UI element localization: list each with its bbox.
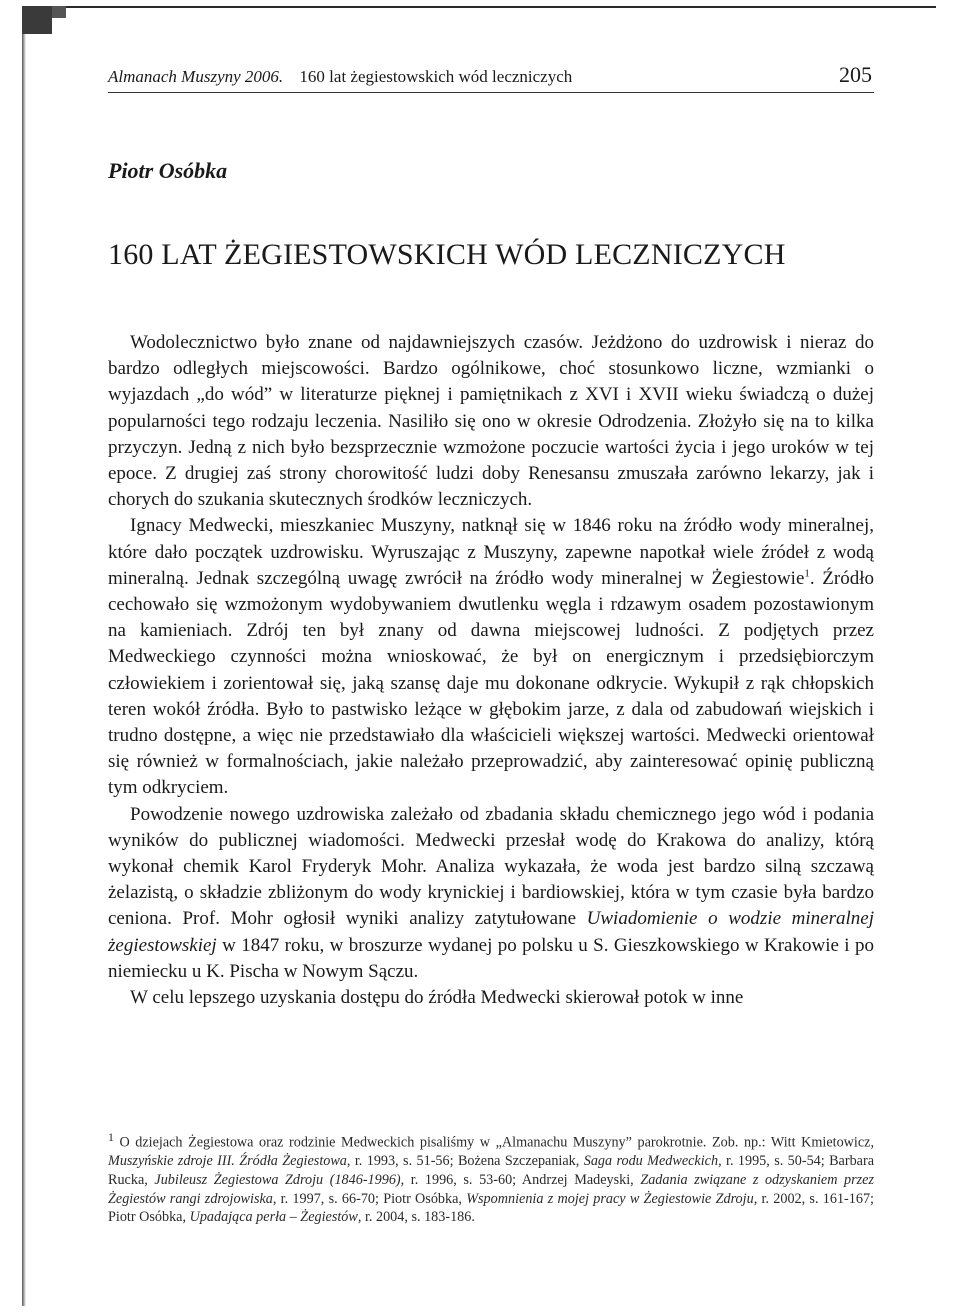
- scan-corner-mark-small: [52, 6, 66, 18]
- paragraph-2-text-b: . Źródło cechowało się wzmożonym wydobywaniem dwutlenku węgla i rdzawym osadem pozostawionym na kamieniach. Zdrój ten był znany od dawna miejscowej ludności. Z podjętych przez Medweckiego czynności można wnioskować, że był on energicznym i przedsiębiorczym człowiekiem i zorientował się, jaką szansę daje mu dokonane odkrycie. Wykupił z rąk chłopskich teren wokół źródła. Było to pastwisko leżące w głębokim jarze, z dala od zabudowań wiejskich i trudno dostępne, a więc nie przedstawiało dla właścicieli większej wartości. Medwecki orientował się również w formalnościach, jakie należało przeprowadzić, aby zainteresować opinię publiczną tym odkryciem.: [108, 567, 875, 799]
- paragraph-4: [108, 985, 874, 1011]
- journal-name: Almanach Muszyny 2006.: [108, 67, 284, 86]
- footnote-text-5: , r. 1997, s. 66-70; Piotr Osóbka,: [272, 1190, 467, 1207]
- paragraph-2: [108, 513, 874, 801]
- paragraph-3: [108, 802, 874, 985]
- footnote-italic-6: Upadająca perła – Żegiestów: [189, 1209, 358, 1226]
- footnote-text-3: , r. 1995, s. 50-54; Barbara Rucka,: [108, 1153, 874, 1188]
- scan-edge-left: [22, 6, 26, 1306]
- page-number: 205: [839, 62, 872, 87]
- running-header: [108, 62, 874, 93]
- paragraph-3-italic-title: Uwiadomienie o wodzie mineralnej żegiestowskiej: [108, 908, 874, 956]
- paragraph-4-text: W celu lepszego uzyskania dostępu do źródła Medwecki skierował potok w inne: [130, 987, 744, 1009]
- footnote-italic-3: Jubileusz Żegiestowa Zdroju (1846-1996): [154, 1171, 401, 1188]
- scan-corner-mark: [22, 6, 52, 34]
- article-author: Piotr Osóbka: [108, 158, 228, 183]
- footnote-text-2: , r. 1993, s. 51-56; Bożena Szczepaniak,: [346, 1153, 584, 1170]
- footnote-text-4: , r. 1996, s. 53-60; Andrzej Madeyski,: [400, 1171, 641, 1188]
- footnote-reference[interactable]: 1: [804, 567, 810, 580]
- paragraph-2-text-a: Ignacy Medwecki, mieszkaniec Muszyny, natknął się w 1846 roku na źródło wody mineralnej, które dało początek uzdrowisku. Wyruszając z Muszyny, zapewne napotkał wiele źródeł z wodą mineralną. Jednak szczególną uwagę zwrócił na źródło wody mineralnej w Żegiestowie: [108, 515, 874, 589]
- scan-edge-top: [22, 6, 936, 8]
- article-title: 160 LAT ŻEGIESTOWSKICH WÓD LECZNICZYCH: [108, 238, 786, 271]
- footnote-italic-5: Wspomnienia z mojej pracy w Żegiestowie Zdroju: [466, 1190, 754, 1207]
- paragraph-3-text-b: w 1847 roku, w broszurze wydanej po polsku u S. Gieszkowskiego w Krakowie i po niemiecku u K. Pischa w Nowym Sączu.: [108, 934, 874, 982]
- running-title: 160 lat żegiestowskich wód leczniczych: [299, 67, 573, 86]
- footnote: [108, 1128, 874, 1227]
- paragraph-3-text-a: Powodzenie nowego uzdrowiska zależało od zbadania składu chemicznego jego wód i podania wyników do publicznej wiadomości. Medwecki przesłał wodę do Krakowa do analizy, którą wykonał chemik Karol Fryderyk Mohr. Analiza wykazała, że woda jest bardzo silną szczawą żelazistą, o składzie zbliżonym do wody krynickiej i bardiowskiej, która w tym czasie była bardzo ceniona. Prof. Mohr ogłosił wyniki analizy zatytułowane: [108, 803, 874, 930]
- paragraph-1: [108, 330, 874, 513]
- footnote-italic-1: Muszyńskie zdroje III. Źródła Żegiestowa: [108, 1153, 347, 1170]
- footnote-text-7: , r. 2004, s. 183-186.: [357, 1209, 475, 1226]
- article-body: [108, 330, 874, 1011]
- footnote-mark: 1: [108, 1130, 114, 1144]
- footnote-text-6: , r. 2002, s. 161-167; Piotr Osóbka,: [108, 1190, 874, 1226]
- footnote-italic-2: Saga rodu Medweckich: [583, 1153, 719, 1170]
- paragraph-1-text: Wodolecznictwo było znane od najdawniejszych czasów. Jeżdżono do uzdrowisk i nieraz do bardzo odległych miejscowości. Bardzo ogólnikowe, choć stosunkowo liczne, wzmianki o wyjazdach „do wód” w literaturze pięknej i pamiętnikach z XVI i XVII wieku świadczą o dużej popularności tego rodzaju leczenia. Nasiliło się ono w okresie Odrodzenia. Złożyło się na to kilka przyczyn. Jedną z nich było bezsprzecznie wzmożone poczucie wartości życia i jego uroków w tej epoce. Z drugiej zaś strony chorowitość ludzi doby Renesansu zmuszała zarówno lekarzy, jak i chorych do szukania skutecznych środków leczniczych.: [108, 332, 874, 511]
- footnote-text-1: O dziejach Żegiestowa oraz rodzinie Medweckich pisaliśmy w „Almanachu Muszyny” parokrotnie. Zob. np.: Witt Kmietowicz,: [113, 1134, 874, 1151]
- footnote-italic-4: Zadania związane z odzyskaniem przez Żegiestów rangi zdrojowiska: [108, 1171, 874, 1207]
